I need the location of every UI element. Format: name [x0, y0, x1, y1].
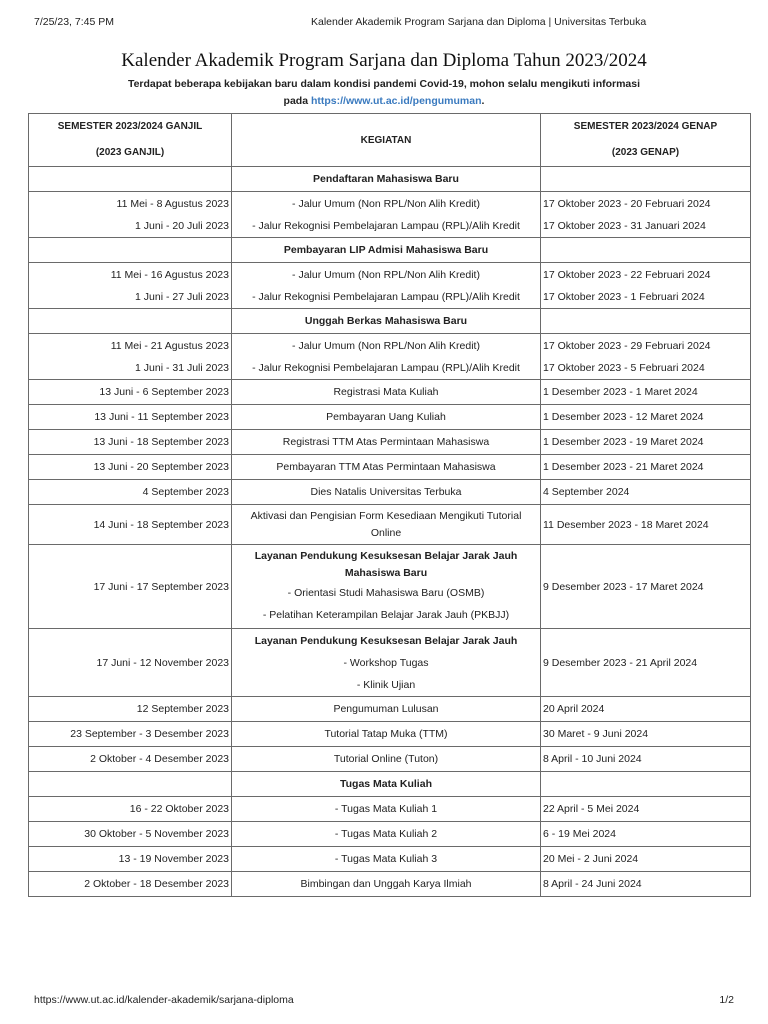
table-row-layanan-2 [29, 629, 751, 697]
section-row-pendaftaran [29, 167, 751, 192]
ganjil-date: 17 Juni - 17 September 2023 [29, 545, 232, 629]
table-row [29, 847, 751, 872]
print-footer-url: https://www.ut.ac.id/kalender-akademik/sarjana-diploma [34, 994, 294, 1006]
ganjil-date: 11 Mei - 8 Agustus 2023 [116, 197, 229, 210]
header-ganjil-line-1: SEMESTER 2023/2024 GANJIL [57, 121, 203, 132]
table-row [29, 380, 751, 405]
kegiatan-item: - Jalur Umum (Non RPL/Non Alih Kredit) [292, 268, 480, 281]
kegiatan-item: - Jalur Umum (Non RPL/Non Alih Kredit) [292, 339, 480, 352]
header-genap-line-1: SEMESTER 2023/2024 GENAP [573, 121, 718, 132]
ganjil-date: 30 Oktober - 5 November 2023 [29, 822, 232, 847]
kegiatan-line: Online [370, 526, 402, 539]
layanan-item: - Pelatihan Keterampilan Belajar Jarak Jauh (PKBJJ) [262, 608, 510, 621]
ganjil-date: 13 Juni - 18 September 2023 [29, 430, 232, 455]
genap-date: 17 Oktober 2023 - 20 Februari 2024 [543, 197, 711, 210]
genap-date: 8 April - 10 Juni 2024 [541, 747, 751, 772]
layanan-item: - Klinik Ujian [356, 678, 416, 691]
table-row [29, 872, 751, 897]
covid-notice [0, 76, 768, 110]
table-row [29, 430, 751, 455]
kegiatan-item: - Jalur Rekognisi Pembelajaran Lampau (RPL)/Alih Kredit [252, 361, 520, 374]
pair-row-unggah [29, 334, 751, 380]
kegiatan: - Tugas Mata Kuliah 2 [232, 822, 541, 847]
ganjil-date: 17 Juni - 12 November 2023 [29, 629, 232, 697]
empty-cell [541, 772, 751, 797]
section-row-unggah [29, 309, 751, 334]
kegiatan-items [232, 334, 541, 380]
genap-date: 4 September 2024 [541, 480, 751, 505]
ganjil-dates [29, 192, 232, 238]
kegiatan-layanan-1 [232, 545, 541, 629]
header-ganjil-line-2: (2023 GANJIL) [95, 147, 165, 158]
genap-date: 9 Desember 2023 - 21 April 2024 [541, 629, 751, 697]
empty-cell [29, 309, 232, 334]
section-row-tugas [29, 772, 751, 797]
kegiatan: Pengumuman Lulusan [232, 697, 541, 722]
genap-date: 20 April 2024 [541, 697, 751, 722]
genap-date: 1 Desember 2023 - 21 Maret 2024 [541, 455, 751, 480]
ganjil-dates [29, 263, 232, 309]
table-row [29, 697, 751, 722]
table-row-layanan-1 [29, 545, 751, 629]
table-row-aktivasi [29, 505, 751, 545]
table-row [29, 822, 751, 847]
ganjil-date: 16 - 22 Oktober 2023 [29, 797, 232, 822]
kegiatan: - Tugas Mata Kuliah 1 [232, 797, 541, 822]
empty-cell [541, 309, 751, 334]
ganjil-date: 23 September - 3 Desember 2023 [29, 722, 232, 747]
kegiatan: Tutorial Online (Tuton) [232, 747, 541, 772]
notice-line-1: Terdapat beberapa kebijakan baru dalam kondisi pandemi Covid-19, mohon selalu mengikuti informasi [127, 78, 641, 90]
layanan-title: Layanan Pendukung Kesuksesan Belajar Jarak Jauh [254, 549, 518, 562]
kegiatan-item: - Jalur Rekognisi Pembelajaran Lampau (RPL)/Alih Kredit [252, 290, 520, 303]
empty-cell [29, 238, 232, 263]
layanan-item: - Orientasi Studi Mahasiswa Baru (OSMB) [287, 586, 485, 599]
ganjil-date: 2 Oktober - 4 Desember 2023 [29, 747, 232, 772]
ganjil-date: 13 Juni - 11 September 2023 [29, 405, 232, 430]
print-page-title: Kalender Akademik Program Sarjana dan Diploma | Universitas Terbuka [311, 16, 647, 28]
kegiatan: Dies Natalis Universitas Terbuka [232, 480, 541, 505]
ganjil-date: 4 September 2023 [29, 480, 232, 505]
genap-date: 17 Oktober 2023 - 1 Februari 2024 [543, 290, 705, 303]
empty-cell [29, 772, 232, 797]
table-row [29, 747, 751, 772]
ganjil-dates [29, 334, 232, 380]
empty-cell [541, 167, 751, 192]
notice-line-2 [0, 93, 768, 110]
kegiatan-items [232, 192, 541, 238]
academic-calendar-table [28, 113, 751, 897]
notice-prefix: pada [283, 95, 311, 107]
table-row [29, 405, 751, 430]
table-row [29, 722, 751, 747]
genap-date: 1 Desember 2023 - 1 Maret 2024 [541, 380, 751, 405]
table-header-row [29, 114, 751, 167]
kegiatan-line: Aktivasi dan Pengisian Form Kesediaan Mengikuti Tutorial [250, 509, 522, 522]
empty-cell [29, 167, 232, 192]
ganjil-date: 11 Mei - 21 Agustus 2023 [110, 339, 229, 352]
genap-dates [541, 334, 751, 380]
kegiatan: Tutorial Tatap Muka (TTM) [232, 722, 541, 747]
kegiatan: - Tugas Mata Kuliah 3 [232, 847, 541, 872]
ganjil-date: 13 Juni - 20 September 2023 [29, 455, 232, 480]
layanan-title: Layanan Pendukung Kesuksesan Belajar Jarak Jauh [254, 634, 518, 647]
genap-date: 17 Oktober 2023 - 5 Februari 2024 [543, 361, 705, 374]
pengumuman-link[interactable]: https://www.ut.ac.id/pengumuman [310, 95, 482, 107]
genap-date: 22 April - 5 Mei 2024 [541, 797, 751, 822]
table-row [29, 480, 751, 505]
section-title-tugas: Tugas Mata Kuliah [232, 772, 541, 797]
header-kegiatan: KEGIATAN [232, 114, 541, 167]
kegiatan: Bimbingan dan Unggah Karya Ilmiah [232, 872, 541, 897]
ganjil-date: 1 Juni - 27 Juli 2023 [135, 290, 229, 303]
kegiatan: Registrasi Mata Kuliah [232, 380, 541, 405]
kegiatan: Pembayaran TTM Atas Permintaan Mahasiswa [232, 455, 541, 480]
header-ganjil [29, 114, 232, 167]
notice-suffix: . [481, 95, 485, 107]
genap-date: 11 Desember 2023 - 18 Maret 2024 [541, 505, 751, 545]
kegiatan: Pembayaran Uang Kuliah [232, 405, 541, 430]
ganjil-date: 13 Juni - 6 September 2023 [29, 380, 232, 405]
kegiatan-item: - Jalur Rekognisi Pembelajaran Lampau (RPL)/Alih Kredit [252, 219, 520, 232]
kegiatan-aktivasi [232, 505, 541, 545]
genap-dates [541, 263, 751, 309]
empty-cell [541, 238, 751, 263]
genap-date: 20 Mei - 2 Juni 2024 [541, 847, 751, 872]
kegiatan-items [232, 263, 541, 309]
section-title-pendaftaran: Pendaftaran Mahasiswa Baru [232, 167, 541, 192]
genap-date: 17 Oktober 2023 - 22 Februari 2024 [543, 268, 711, 281]
header-genap-line-2: (2023 GENAP) [611, 147, 680, 158]
genap-date: 1 Desember 2023 - 19 Maret 2024 [541, 430, 751, 455]
genap-dates [541, 192, 751, 238]
ganjil-date: 2 Oktober - 18 Desember 2023 [29, 872, 232, 897]
genap-date: 9 Desember 2023 - 17 Maret 2024 [541, 545, 751, 629]
genap-date: 1 Desember 2023 - 12 Maret 2024 [541, 405, 751, 430]
pair-row-pembayaran-lip [29, 263, 751, 309]
ganjil-date: 14 Juni - 18 September 2023 [29, 505, 232, 545]
pair-row-pendaftaran [29, 192, 751, 238]
ganjil-date: 12 September 2023 [29, 697, 232, 722]
kegiatan-layanan-2 [232, 629, 541, 697]
genap-date: 17 Oktober 2023 - 31 Januari 2024 [543, 219, 706, 232]
ganjil-date: 1 Juni - 31 Juli 2023 [135, 361, 229, 374]
table-row [29, 797, 751, 822]
ganjil-date: 1 Juni - 20 Juli 2023 [135, 219, 229, 232]
ganjil-date: 11 Mei - 16 Agustus 2023 [110, 268, 229, 281]
layanan-item: - Workshop Tugas [343, 656, 429, 669]
header-genap [541, 114, 751, 167]
section-title-pembayaran-lip: Pembayaran LIP Admisi Mahasiswa Baru [232, 238, 541, 263]
page-title: Kalender Akademik Program Sarjana dan Diploma Tahun 2023/2024 [121, 50, 647, 71]
print-datetime: 7/25/23, 7:45 PM [34, 16, 114, 28]
genap-date: 30 Maret - 9 Juni 2024 [541, 722, 751, 747]
genap-date: 8 April - 24 Juni 2024 [541, 872, 751, 897]
kegiatan-item: - Jalur Umum (Non RPL/Non Alih Kredit) [292, 197, 480, 210]
table-row [29, 455, 751, 480]
layanan-title: Mahasiswa Baru [344, 566, 428, 579]
section-title-unggah: Unggah Berkas Mahasiswa Baru [232, 309, 541, 334]
ganjil-date: 13 - 19 November 2023 [29, 847, 232, 872]
kegiatan: Registrasi TTM Atas Permintaan Mahasiswa [232, 430, 541, 455]
genap-date: 17 Oktober 2023 - 29 Februari 2024 [543, 339, 711, 352]
section-row-pembayaran-lip [29, 238, 751, 263]
genap-date: 6 - 19 Mei 2024 [541, 822, 751, 847]
page-number: 1/2 [719, 994, 734, 1006]
